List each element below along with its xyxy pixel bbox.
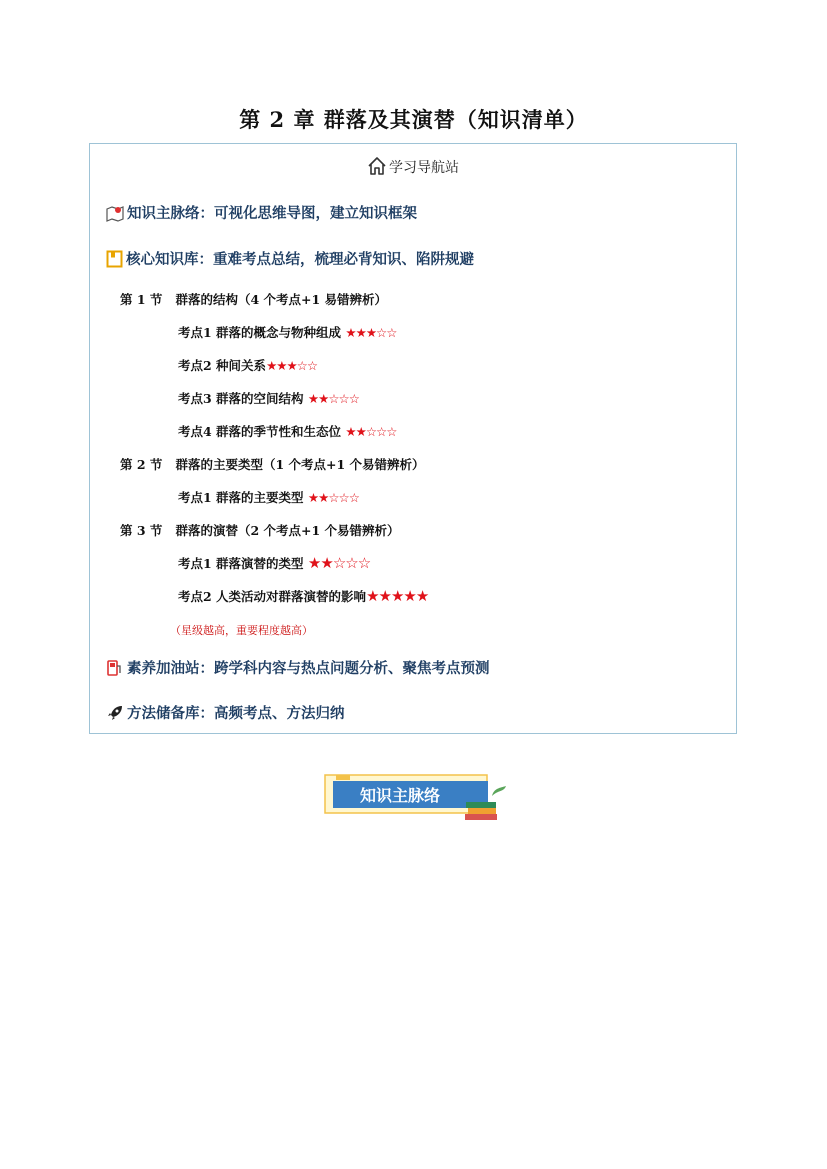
section-mindmap-desc: 可视化思维导图，建立知识框架 [214,205,417,222]
point-row [178,356,317,374]
section-mindmap-label: 知识主脉络： [127,206,214,222]
section-banner [322,770,506,828]
book-icon [106,250,123,272]
navigation-box [89,143,737,734]
section-core-desc: 重难考点总结，梳理必背知识、陷阱规避 [213,251,474,268]
section-literacy-desc: 跨学科内容与热点问题分析、聚焦考点预测 [214,660,490,677]
point-row [178,488,359,506]
chapter-row [120,521,400,539]
star-rating: ★★☆☆☆ [307,391,359,406]
star-rating: ★★☆☆☆ [307,554,371,572]
section-core[interactable] [106,248,474,272]
chapter-title: 群落的结构（4 个考点+1 易错辨析） [175,292,388,307]
banner-label: 知识主脉络 [359,786,441,805]
page-title: 第 2 章 群落及其演替（知识清单） [239,107,588,132]
fuel-pump-icon [106,659,124,681]
star-rating: ★★★☆☆ [345,325,397,340]
point-row [178,323,396,341]
star-note: （星级越高，重要程度越高） [170,624,313,637]
point-text: 考点1 群落演替的类型 [178,556,304,571]
chapter-row [120,290,387,308]
section-method-label: 方法储备库： [127,706,214,722]
chapter-row [120,455,425,473]
star-rating: ★★☆☆☆ [345,424,397,439]
nav-header-label: 学习导航站 [389,160,459,176]
point-text: 考点1 群落的主要类型 [178,490,304,505]
section-literacy-label: 素养加油站： [127,661,214,677]
point-text: 考点3 群落的空间结构 [178,391,304,406]
point-row [178,389,359,407]
section-method-desc: 高频考点、方法归纳 [214,705,345,722]
section-literacy[interactable] [106,657,490,681]
star-rating: ★★☆☆☆ [307,490,359,505]
chapter-num: 第 1 节 [120,292,163,307]
chapter-title: 群落的主要类型（1 个考点+1 个易错辨析） [175,457,425,472]
point-row [178,587,428,605]
point-text: 考点1 群落的概念与物种组成 [178,325,342,340]
section-mindmap[interactable] [106,202,417,226]
chapter-title: 群落的演替（2 个考点+1 个易错辨析） [175,523,400,538]
star-rating: ★★★☆☆ [266,358,318,373]
chapter-num: 第 3 节 [120,523,163,538]
point-text: 考点2 种间关系 [178,358,267,373]
map-pin-icon [106,204,124,226]
rocket-icon [106,704,124,726]
point-text: 考点4 群落的季节性和生态位 [178,424,342,439]
point-row [178,422,396,440]
banner-graphic [322,770,506,828]
star-rating: ★★★★★ [366,587,429,605]
point-text: 考点2 人类活动对群落演替的影响 [178,589,367,604]
chapter-num: 第 2 节 [120,457,163,472]
nav-header [90,156,736,180]
house-icon [367,156,387,180]
section-core-label: 核心知识库： [126,252,213,268]
point-row [178,554,370,572]
section-method[interactable] [106,702,345,726]
